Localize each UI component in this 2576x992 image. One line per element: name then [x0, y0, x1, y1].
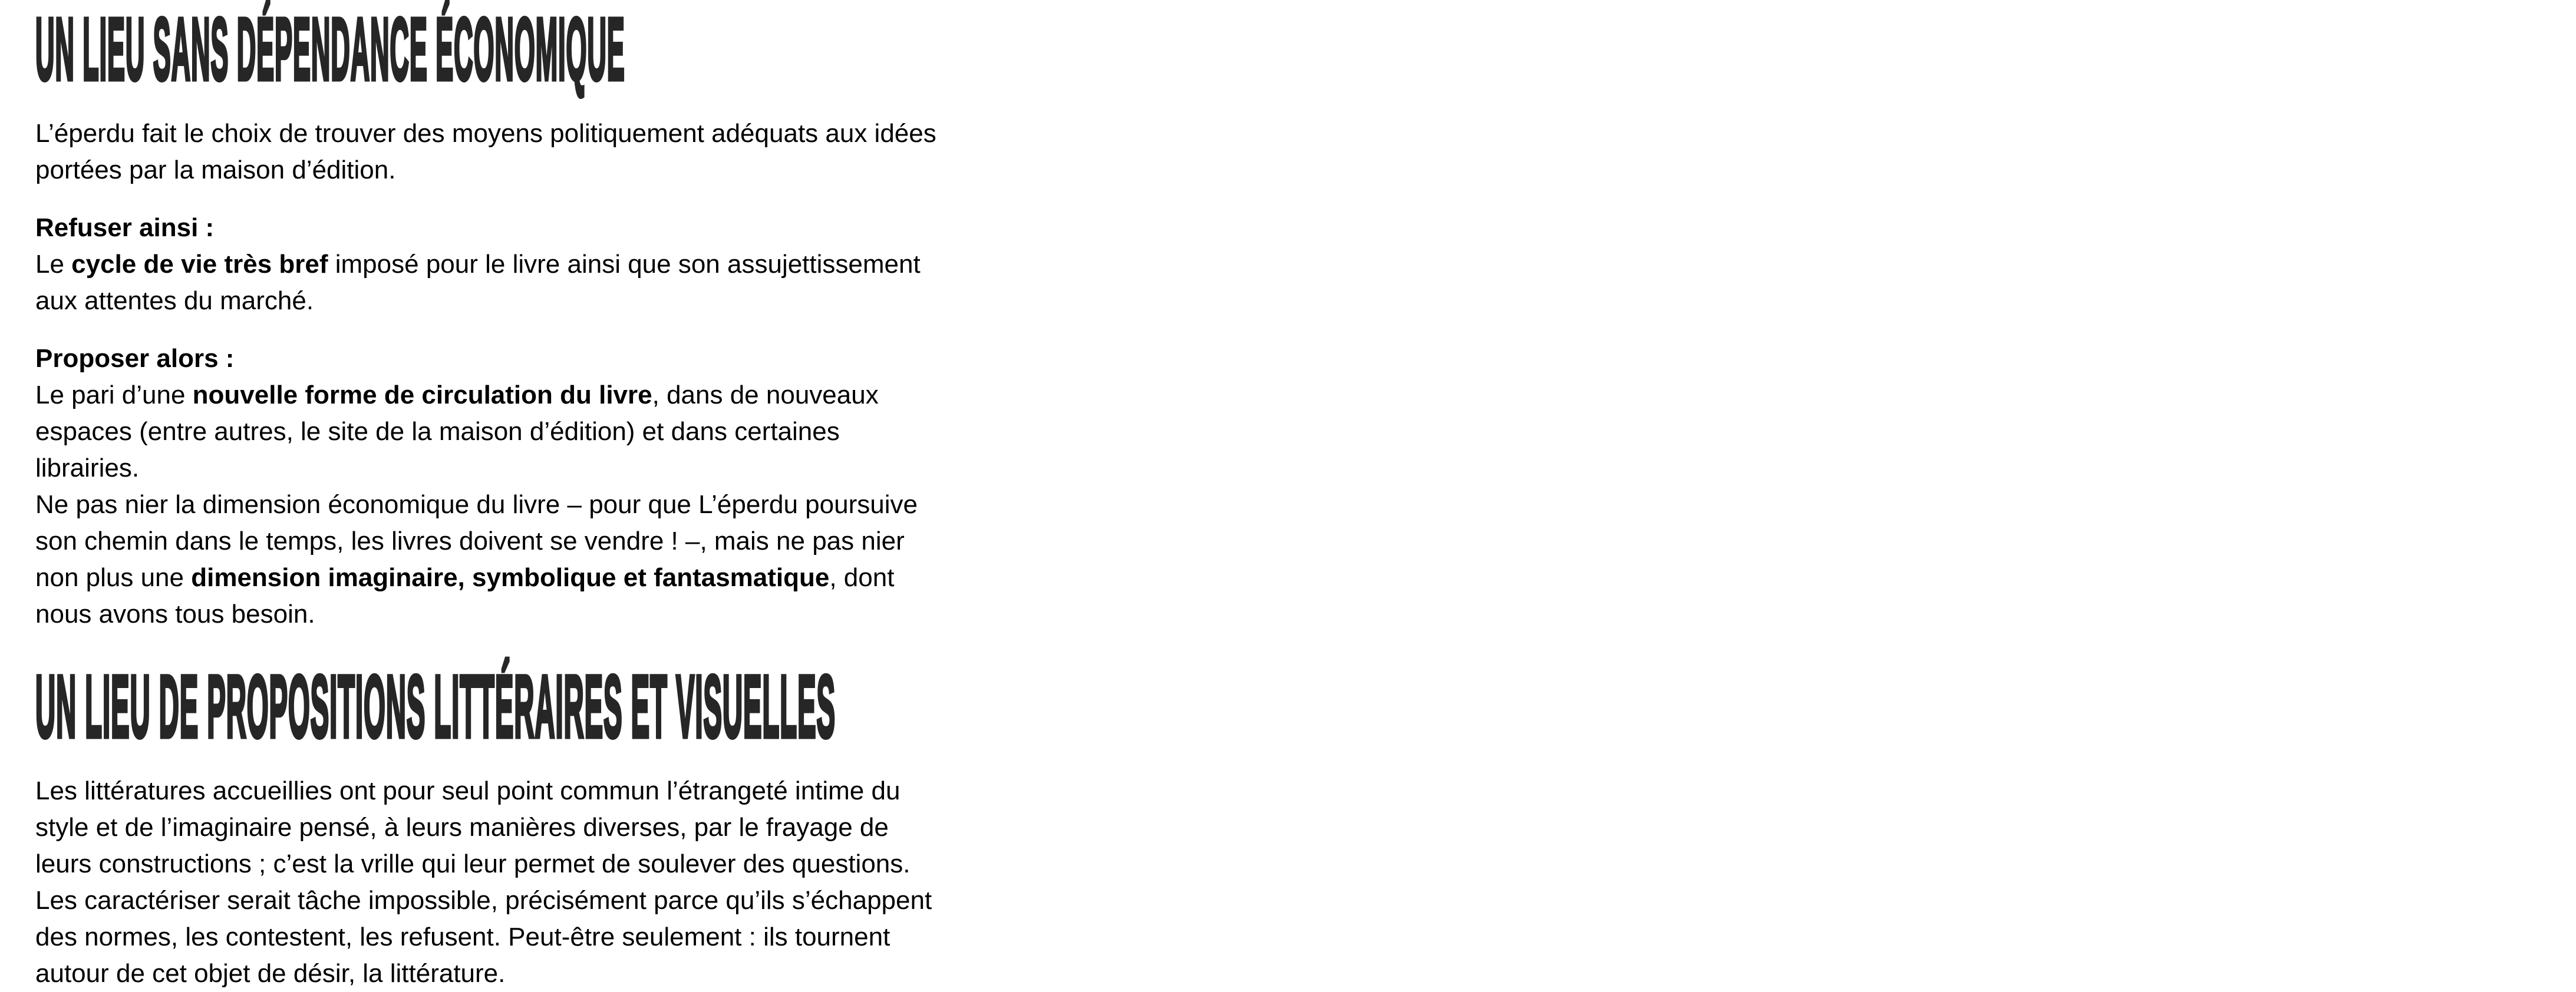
- text-segment: dimension imaginaire, symbolique et fantasmatique: [191, 563, 830, 592]
- text-segment: Refuser ainsi :: [35, 213, 215, 242]
- text-segment: Ne pas nier la dimension économique du livre – pour que L’éperdu poursuive son chemin dans le temps, les livres doivent se vendre ! –, mais ne pas nier non plus une: [35, 490, 918, 592]
- text-segment: nouvelle forme de circulation du livre: [192, 381, 652, 409]
- section-heading-text: UN LIEU DE PROPOSITIONS LITTÉRAIRES ET VISUELLES: [35, 657, 836, 756]
- paragraph: [35, 773, 946, 992]
- text-segment: imposé pour le livre ainsi que son assujettissement aux attentes du marché.: [35, 250, 921, 315]
- paragraph: [35, 115, 946, 189]
- text-segment: , dont nous avons tous besoin.: [35, 563, 895, 629]
- text-segment: cycle de vie très bref: [71, 250, 328, 279]
- text-segment: Proposer alors :: [35, 344, 235, 373]
- text-segment: , dans de nouveaux espaces (entre autres, le site de la maison d’édition) et dans certaines librairies.: [35, 381, 879, 482]
- section-heading: [35, 657, 946, 756]
- text-segment: Le pari d’une: [35, 381, 193, 409]
- text-segment: Les littératures accueillies ont pour seul point commun l’étrangeté intime du style et de l’imaginaire pensé, à leurs manières diverses, par le frayage de leurs constructions ; c’est la vrille qui leur permet de soulever des questions. Les caractériser serait tâche impossible, précisément parce qu’ils s’échappent des normes, les contestent, les refusent. Peut-être seulement : ils tournent autour de cet objet de désir, la littérature.: [35, 776, 932, 988]
- page: [0, 0, 1002, 988]
- section-heading-text: UN LIEU SANS DÉPENDANCE ÉCONOMIQUE: [35, 0, 625, 98]
- paragraph: [35, 210, 946, 319]
- text-segment: L’éperdu fait le choix de trouver des moyens politiquement adéquats aux idées portées par la maison d’édition.: [35, 119, 936, 184]
- section-heading: [35, 0, 946, 98]
- text-segment: Le: [35, 250, 72, 279]
- paragraph: [35, 340, 946, 633]
